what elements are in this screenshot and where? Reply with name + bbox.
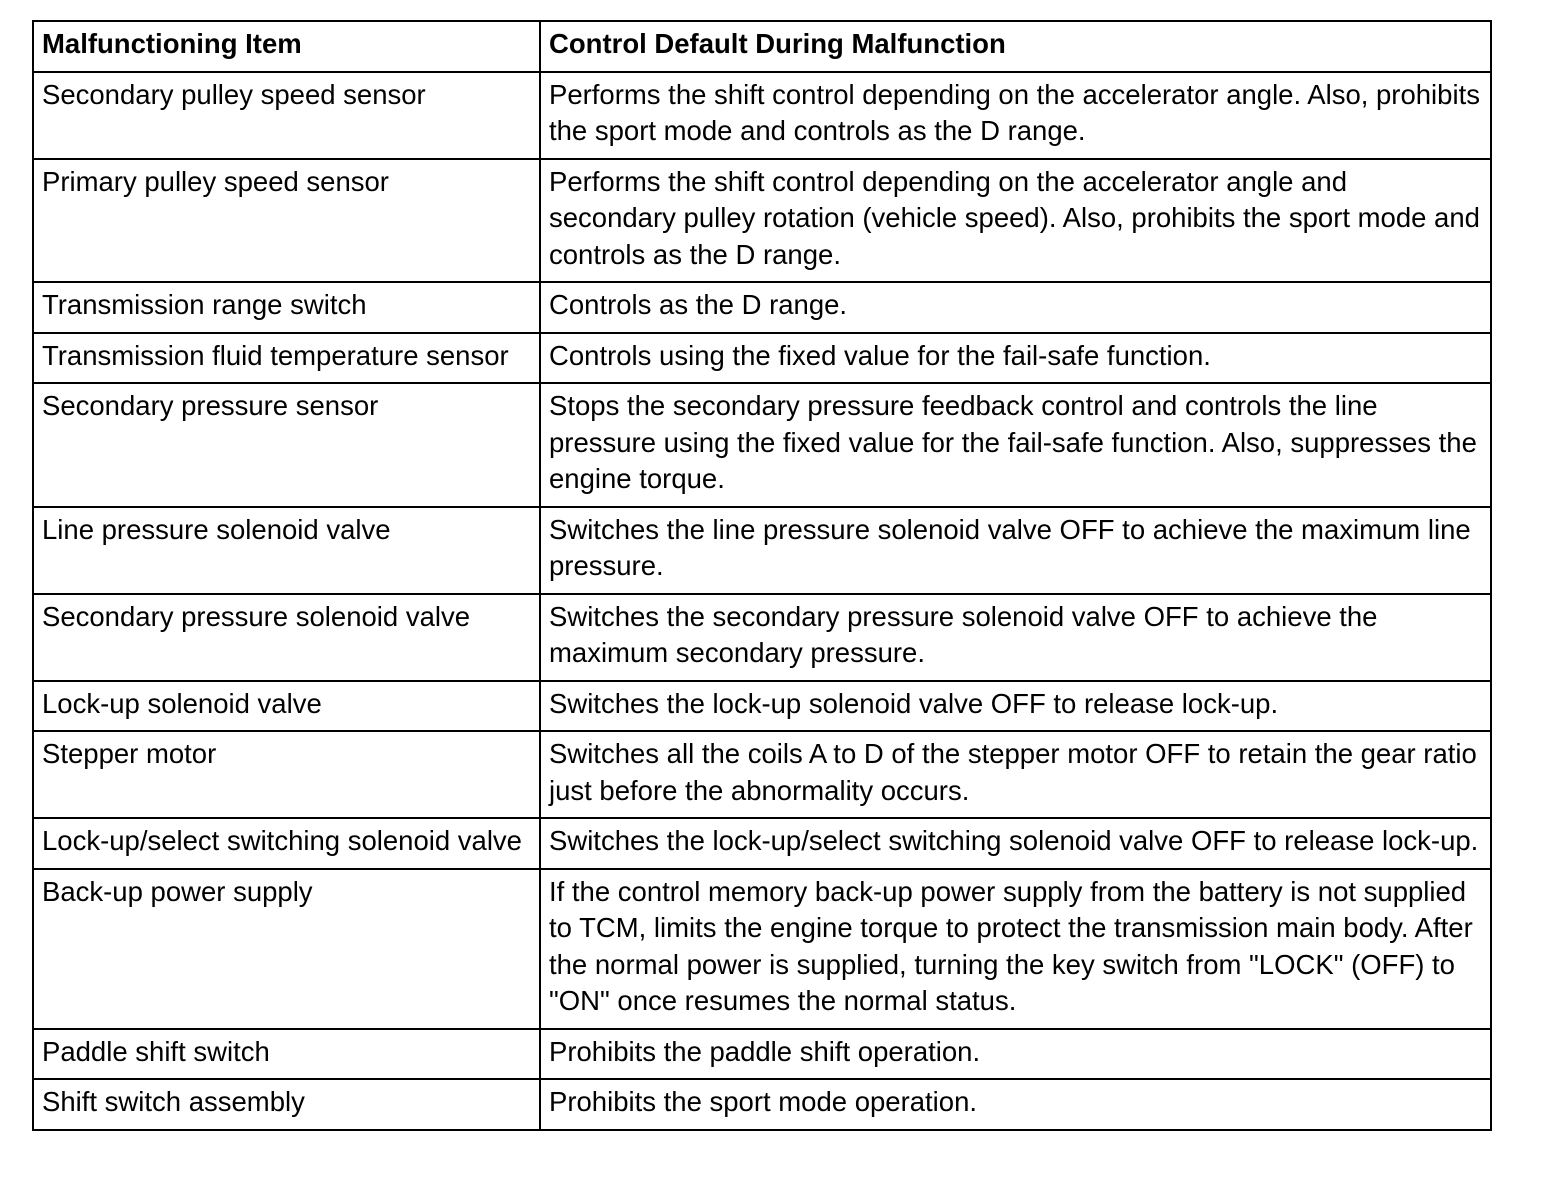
malfunctioning-item-cell: Primary pulley speed sensor xyxy=(33,159,540,283)
malfunctioning-item-cell: Line pressure solenoid valve xyxy=(33,507,540,594)
control-default-cell: Stops the secondary pressure feedback control and controls the line pressure using the fixed value for the fail-safe function. Also, suppresses the engine torque. xyxy=(540,383,1491,507)
control-default-cell: Prohibits the sport mode operation. xyxy=(540,1079,1491,1130)
table-row xyxy=(33,731,1491,818)
fail-safe-table-container xyxy=(32,20,1492,1131)
column-header-control-default: Control Default During Malfunction xyxy=(540,21,1491,72)
control-default-cell: Switches all the coils A to D of the stepper motor OFF to retain the gear ratio just before the abnormality occurs. xyxy=(540,731,1491,818)
table-row xyxy=(33,282,1491,333)
control-default-cell: Performs the shift control depending on the accelerator angle. Also, prohibits the sport mode and controls as the D range. xyxy=(540,72,1491,159)
table-row xyxy=(33,818,1491,869)
malfunctioning-item-cell: Lock-up solenoid valve xyxy=(33,681,540,732)
table-row xyxy=(33,159,1491,283)
table-header-row xyxy=(33,21,1491,72)
control-default-cell: Switches the line pressure solenoid valve OFF to achieve the maximum line pressure. xyxy=(540,507,1491,594)
control-default-cell: Switches the lock-up/select switching solenoid valve OFF to release lock-up. xyxy=(540,818,1491,869)
table-row xyxy=(33,681,1491,732)
malfunctioning-item-cell: Paddle shift switch xyxy=(33,1029,540,1080)
malfunctioning-item-cell: Secondary pulley speed sensor xyxy=(33,72,540,159)
malfunctioning-item-cell: Lock-up/select switching solenoid valve xyxy=(33,818,540,869)
control-default-cell: If the control memory back-up power supply from the battery is not supplied to TCM, limits the engine torque to protect the transmission main body. After the normal power is supplied, turning the key switch from "LOCK" (OFF) to "ON" once resumes the normal status. xyxy=(540,869,1491,1029)
table-row xyxy=(33,1079,1491,1130)
table-row xyxy=(33,594,1491,681)
control-default-cell: Switches the secondary pressure solenoid valve OFF to achieve the maximum secondary pressure. xyxy=(540,594,1491,681)
table-row xyxy=(33,869,1491,1029)
table-row xyxy=(33,1029,1491,1080)
control-default-cell: Performs the shift control depending on the accelerator angle and secondary pulley rotation (vehicle speed). Also, prohibits the sport mode and controls as the D range. xyxy=(540,159,1491,283)
table-row xyxy=(33,383,1491,507)
control-default-cell: Controls using the fixed value for the fail-safe function. xyxy=(540,333,1491,384)
malfunctioning-item-cell: Secondary pressure solenoid valve xyxy=(33,594,540,681)
fail-safe-table xyxy=(32,20,1492,1131)
malfunctioning-item-cell: Back-up power supply xyxy=(33,869,540,1029)
control-default-cell: Controls as the D range. xyxy=(540,282,1491,333)
malfunctioning-item-cell: Stepper motor xyxy=(33,731,540,818)
control-default-cell: Switches the lock-up solenoid valve OFF to release lock-up. xyxy=(540,681,1491,732)
malfunctioning-item-cell: Transmission fluid temperature sensor xyxy=(33,333,540,384)
control-default-cell: Prohibits the paddle shift operation. xyxy=(540,1029,1491,1080)
malfunctioning-item-cell: Transmission range switch xyxy=(33,282,540,333)
table-row xyxy=(33,72,1491,159)
malfunctioning-item-cell: Shift switch assembly xyxy=(33,1079,540,1130)
column-header-malfunctioning-item: Malfunctioning Item xyxy=(33,21,540,72)
malfunctioning-item-cell: Secondary pressure sensor xyxy=(33,383,540,507)
table-row xyxy=(33,333,1491,384)
table-row xyxy=(33,507,1491,594)
